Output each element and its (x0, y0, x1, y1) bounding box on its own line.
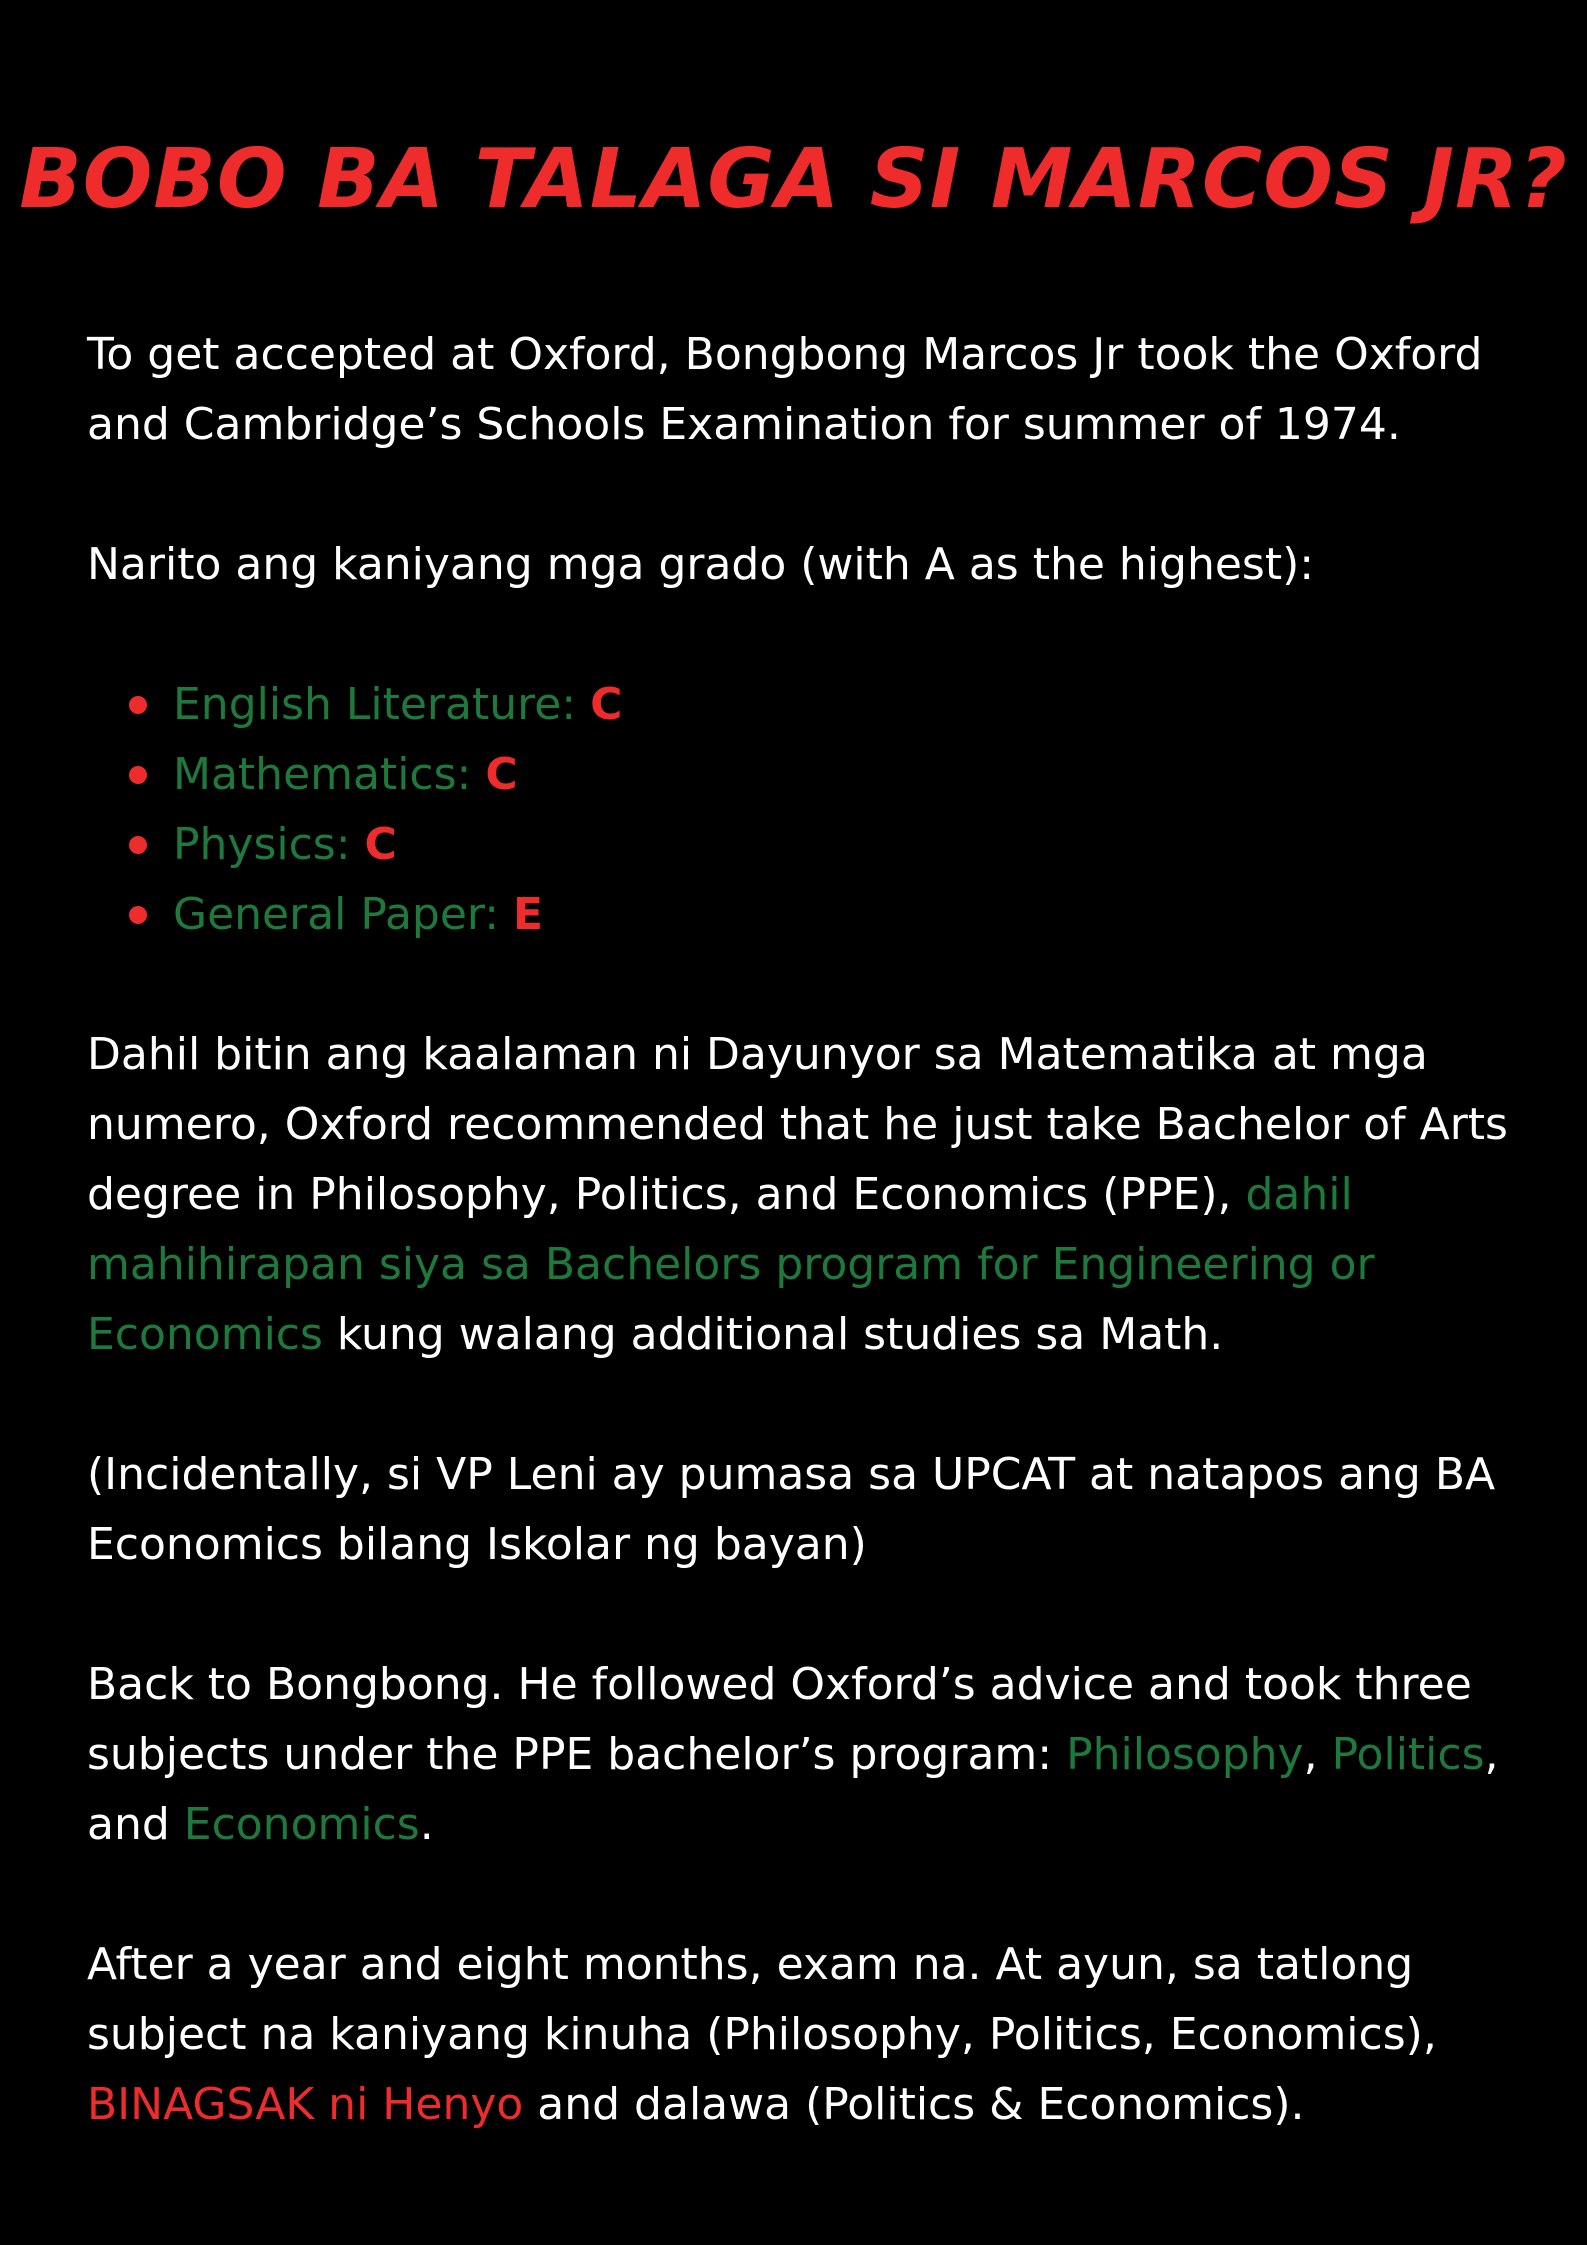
intro-paragraph: To get accepted at Oxford, Bongbong Marcos Jr took the Oxford and Cambridge’s Schools Examination for summer of 1974. (87, 329, 1483, 450)
ppe-subject-politics: Politics (1331, 1729, 1485, 1780)
exam-paragraph (87, 1930, 1527, 2140)
grade-subject: English Literature: (173, 679, 591, 730)
ppe-end: . (419, 1799, 434, 1850)
grade-value: E (513, 889, 544, 940)
grade-value: C (364, 819, 397, 870)
article-body (87, 320, 1527, 2210)
grade-subject: Physics: (173, 819, 365, 870)
math-highlight: dahil mahihirapan siya sa Bachelors program for Engineering or Economics (87, 1169, 1375, 1360)
math-text: Dahil bitin ang kaalaman ni Dayunyor sa Matematika at mga numero, Oxford recommended that he just take Bachelor of Arts degree in Philosophy, Politics, and Economics (PPE), (87, 1029, 1508, 1220)
ppe-separator: , (1303, 1729, 1332, 1780)
ppe-paragraph (87, 1650, 1527, 1860)
ppe-separator: , and (87, 1729, 1499, 1850)
bullet-icon (129, 696, 147, 714)
ppe-subject-philosophy: Philosophy (1066, 1729, 1304, 1780)
grade-value: C (485, 749, 518, 800)
bullet-icon (129, 906, 147, 924)
grade-item (129, 670, 1527, 740)
bullet-icon (129, 836, 147, 854)
exam-text: After a year and eight months, exam na. At ayun, sa tatlong subject na kaniyang kinuha (Philosophy, Politics, Economics), (87, 1939, 1437, 2060)
page-title: BOBO BA TALAGA SI MARCOS JR? (19, 132, 1568, 227)
leni-paragraph: (Incidentally, si VP Leni ay pumasa sa UPCAT at natapos ang BA Economics bilang Iskolar ng bayan) (87, 1449, 1496, 1570)
grade-value: C (590, 679, 623, 730)
bullet-icon (129, 766, 147, 784)
ppe-subject-economics: Economics (183, 1799, 420, 1850)
grades-intro: Narito ang kaniyang mga grado (with A as the highest): (87, 539, 1315, 590)
grade-item (129, 740, 1527, 810)
grade-subject: Mathematics: (173, 749, 486, 800)
exam-highlight: BINAGSAK ni Henyo (87, 2079, 524, 2130)
math-paragraph (87, 1020, 1527, 1370)
grades-list (87, 670, 1527, 950)
grade-item (129, 880, 1527, 950)
exam-text-end: and dalawa (Politics & Economics). (523, 2079, 1305, 2130)
grade-item (129, 810, 1527, 880)
ppe-text: Back to Bongbong. He followed Oxford’s advice and took three subjects under the PPE bachelor’s program: (87, 1659, 1472, 1780)
grade-subject: General Paper: (173, 889, 514, 940)
math-text-end: kung walang additional studies sa Math. (322, 1309, 1224, 1360)
